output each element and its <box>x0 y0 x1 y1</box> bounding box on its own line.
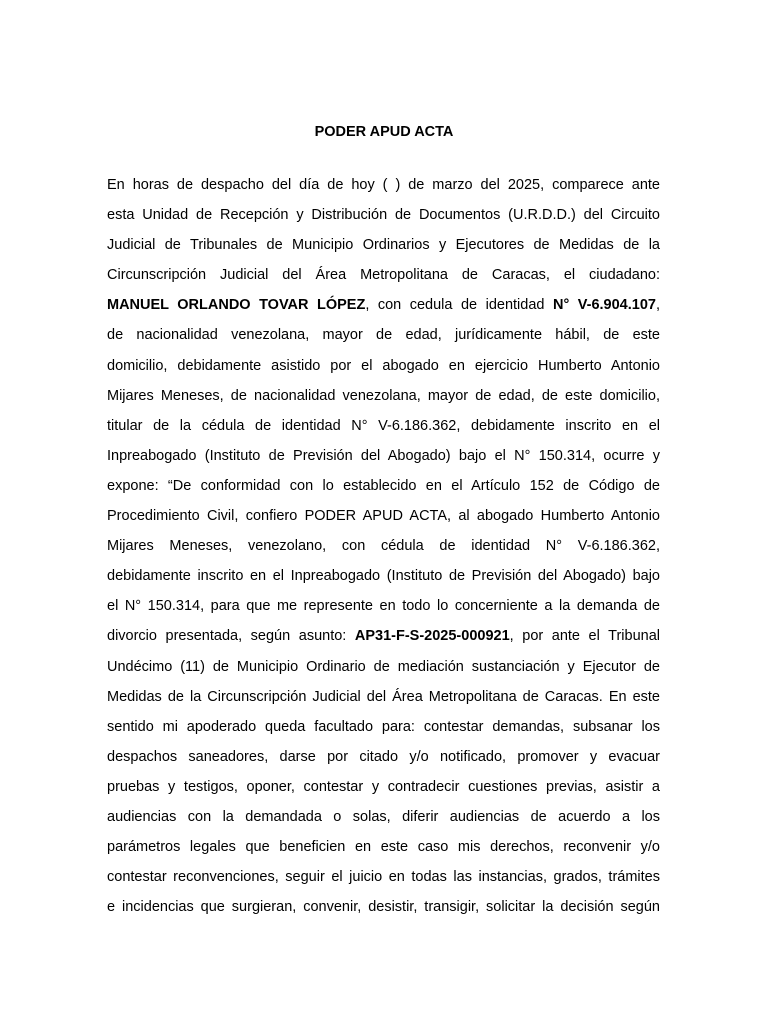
body-line <box>107 712 660 742</box>
body-line <box>107 531 660 561</box>
bold-text: MANUEL ORLANDO TOVAR LÓPEZ <box>107 297 366 314</box>
body-line <box>107 170 660 200</box>
body-text-segment: Mijares Meneses, de nacionalidad venezolana, mayor de edad, de este domicilio, <box>107 387 660 404</box>
body-line <box>107 862 660 892</box>
body-text-segment: expone: “De conformidad con lo establecido en el Artículo 152 de Código de <box>107 477 660 494</box>
document-title: PODER APUD ACTA <box>314 124 454 140</box>
body-line <box>107 652 660 682</box>
body-text-segment: , con cedula de identidad <box>365 297 553 314</box>
body-text-segment: titular de la cédula de identidad N° V-6.186.362, debidamente inscrito en el <box>107 417 660 434</box>
bold-text: AP31-F-S-2025-000921 <box>354 628 510 645</box>
body-line <box>107 772 660 802</box>
body-text-segment: Mijares Meneses, venezolano, con cédula de identidad N° V-6.186.362, <box>107 538 660 555</box>
body-line <box>107 471 660 501</box>
body-text-segment: Procedimiento Civil, confiero PODER APUD ACTA, al abogado Humberto Antonio <box>107 508 660 525</box>
body-line <box>107 381 660 411</box>
body-line <box>107 411 660 441</box>
body-line <box>107 621 660 651</box>
body-text-segment: , por ante el Tribunal <box>509 628 660 645</box>
body-text-segment: , <box>655 297 660 314</box>
body-line <box>107 200 660 230</box>
body-text-segment: esta Unidad de Recepción y Distribución de Documentos (U.R.D.D.) del Circuito <box>107 207 660 224</box>
body-line <box>107 892 660 922</box>
body-text-segment: parámetros legales que beneficien en este caso mis derechos, reconvenir y/o <box>107 839 660 856</box>
body-line <box>107 591 660 621</box>
body-line <box>107 351 660 381</box>
body-line <box>107 260 660 290</box>
body-text-segment: domicilio, debidamente asistido por el abogado en ejercicio Humberto Antonio <box>107 357 660 374</box>
body-line <box>107 742 660 772</box>
body-line <box>107 230 660 260</box>
body-line <box>107 290 660 320</box>
body-text-segment: Medidas de la Circunscripción Judicial del Área Metropolitana de Caracas. En este <box>107 688 660 705</box>
bold-text: N° V-6.904.107 <box>552 297 656 314</box>
body-line <box>107 320 660 350</box>
body-text-segment: Undécimo (11) de Municipio Ordinario de mediación sustanciación y Ejecutor de <box>107 658 660 675</box>
body-line <box>107 832 660 862</box>
body-line <box>107 561 660 591</box>
body-text-segment: Inpreabogado (Instituto de Previsión del Abogado) bajo el N° 150.314, ocurre y <box>107 447 660 464</box>
body-text-segment: el N° 150.314, para que me represente en todo lo concerniente a la demanda de <box>107 598 660 615</box>
body-text-segment: e incidencias que surgieran, convenir, desistir, transigir, solicitar la decisión según <box>107 899 660 916</box>
body-text-segment: Judicial de Tribunales de Municipio Ordinarios y Ejecutores de Medidas de la <box>107 237 660 254</box>
body-text-segment: contestar reconvenciones, seguir el juicio en todas las instancias, grados, trámites <box>107 869 660 886</box>
body-line <box>107 441 660 471</box>
body-line <box>107 501 660 531</box>
body-text-segment: pruebas y testigos, oponer, contestar y contradecir cuestiones previas, asistir a <box>107 778 660 795</box>
body-text-segment: En horas de despacho del día de hoy ( ) de marzo del 2025, comparece ante <box>107 177 660 193</box>
body-text-segment: sentido mi apoderado queda facultado para: contestar demandas, subsanar los <box>107 718 660 735</box>
body-line <box>107 682 660 712</box>
body-text-segment: despachos saneadores, darse por citado y/o notificado, promover y evacuar <box>107 748 660 765</box>
body-text-segment: divorcio presentada, según asunto: <box>107 628 355 645</box>
body-text-segment: audiencias con la demandada o solas, diferir audiencias de acuerdo a los <box>107 808 660 825</box>
body-text-segment: Circunscripción Judicial del Área Metropolitana de Caracas, el ciudadano: <box>107 267 660 284</box>
body-line <box>107 802 660 832</box>
body-text-segment: debidamente inscrito en el Inpreabogado (Instituto de Previsión del Abogado) bajo <box>107 568 660 585</box>
document-body <box>107 170 660 922</box>
body-text-segment: de nacionalidad venezolana, mayor de edad, jurídicamente hábil, de este <box>107 327 660 344</box>
